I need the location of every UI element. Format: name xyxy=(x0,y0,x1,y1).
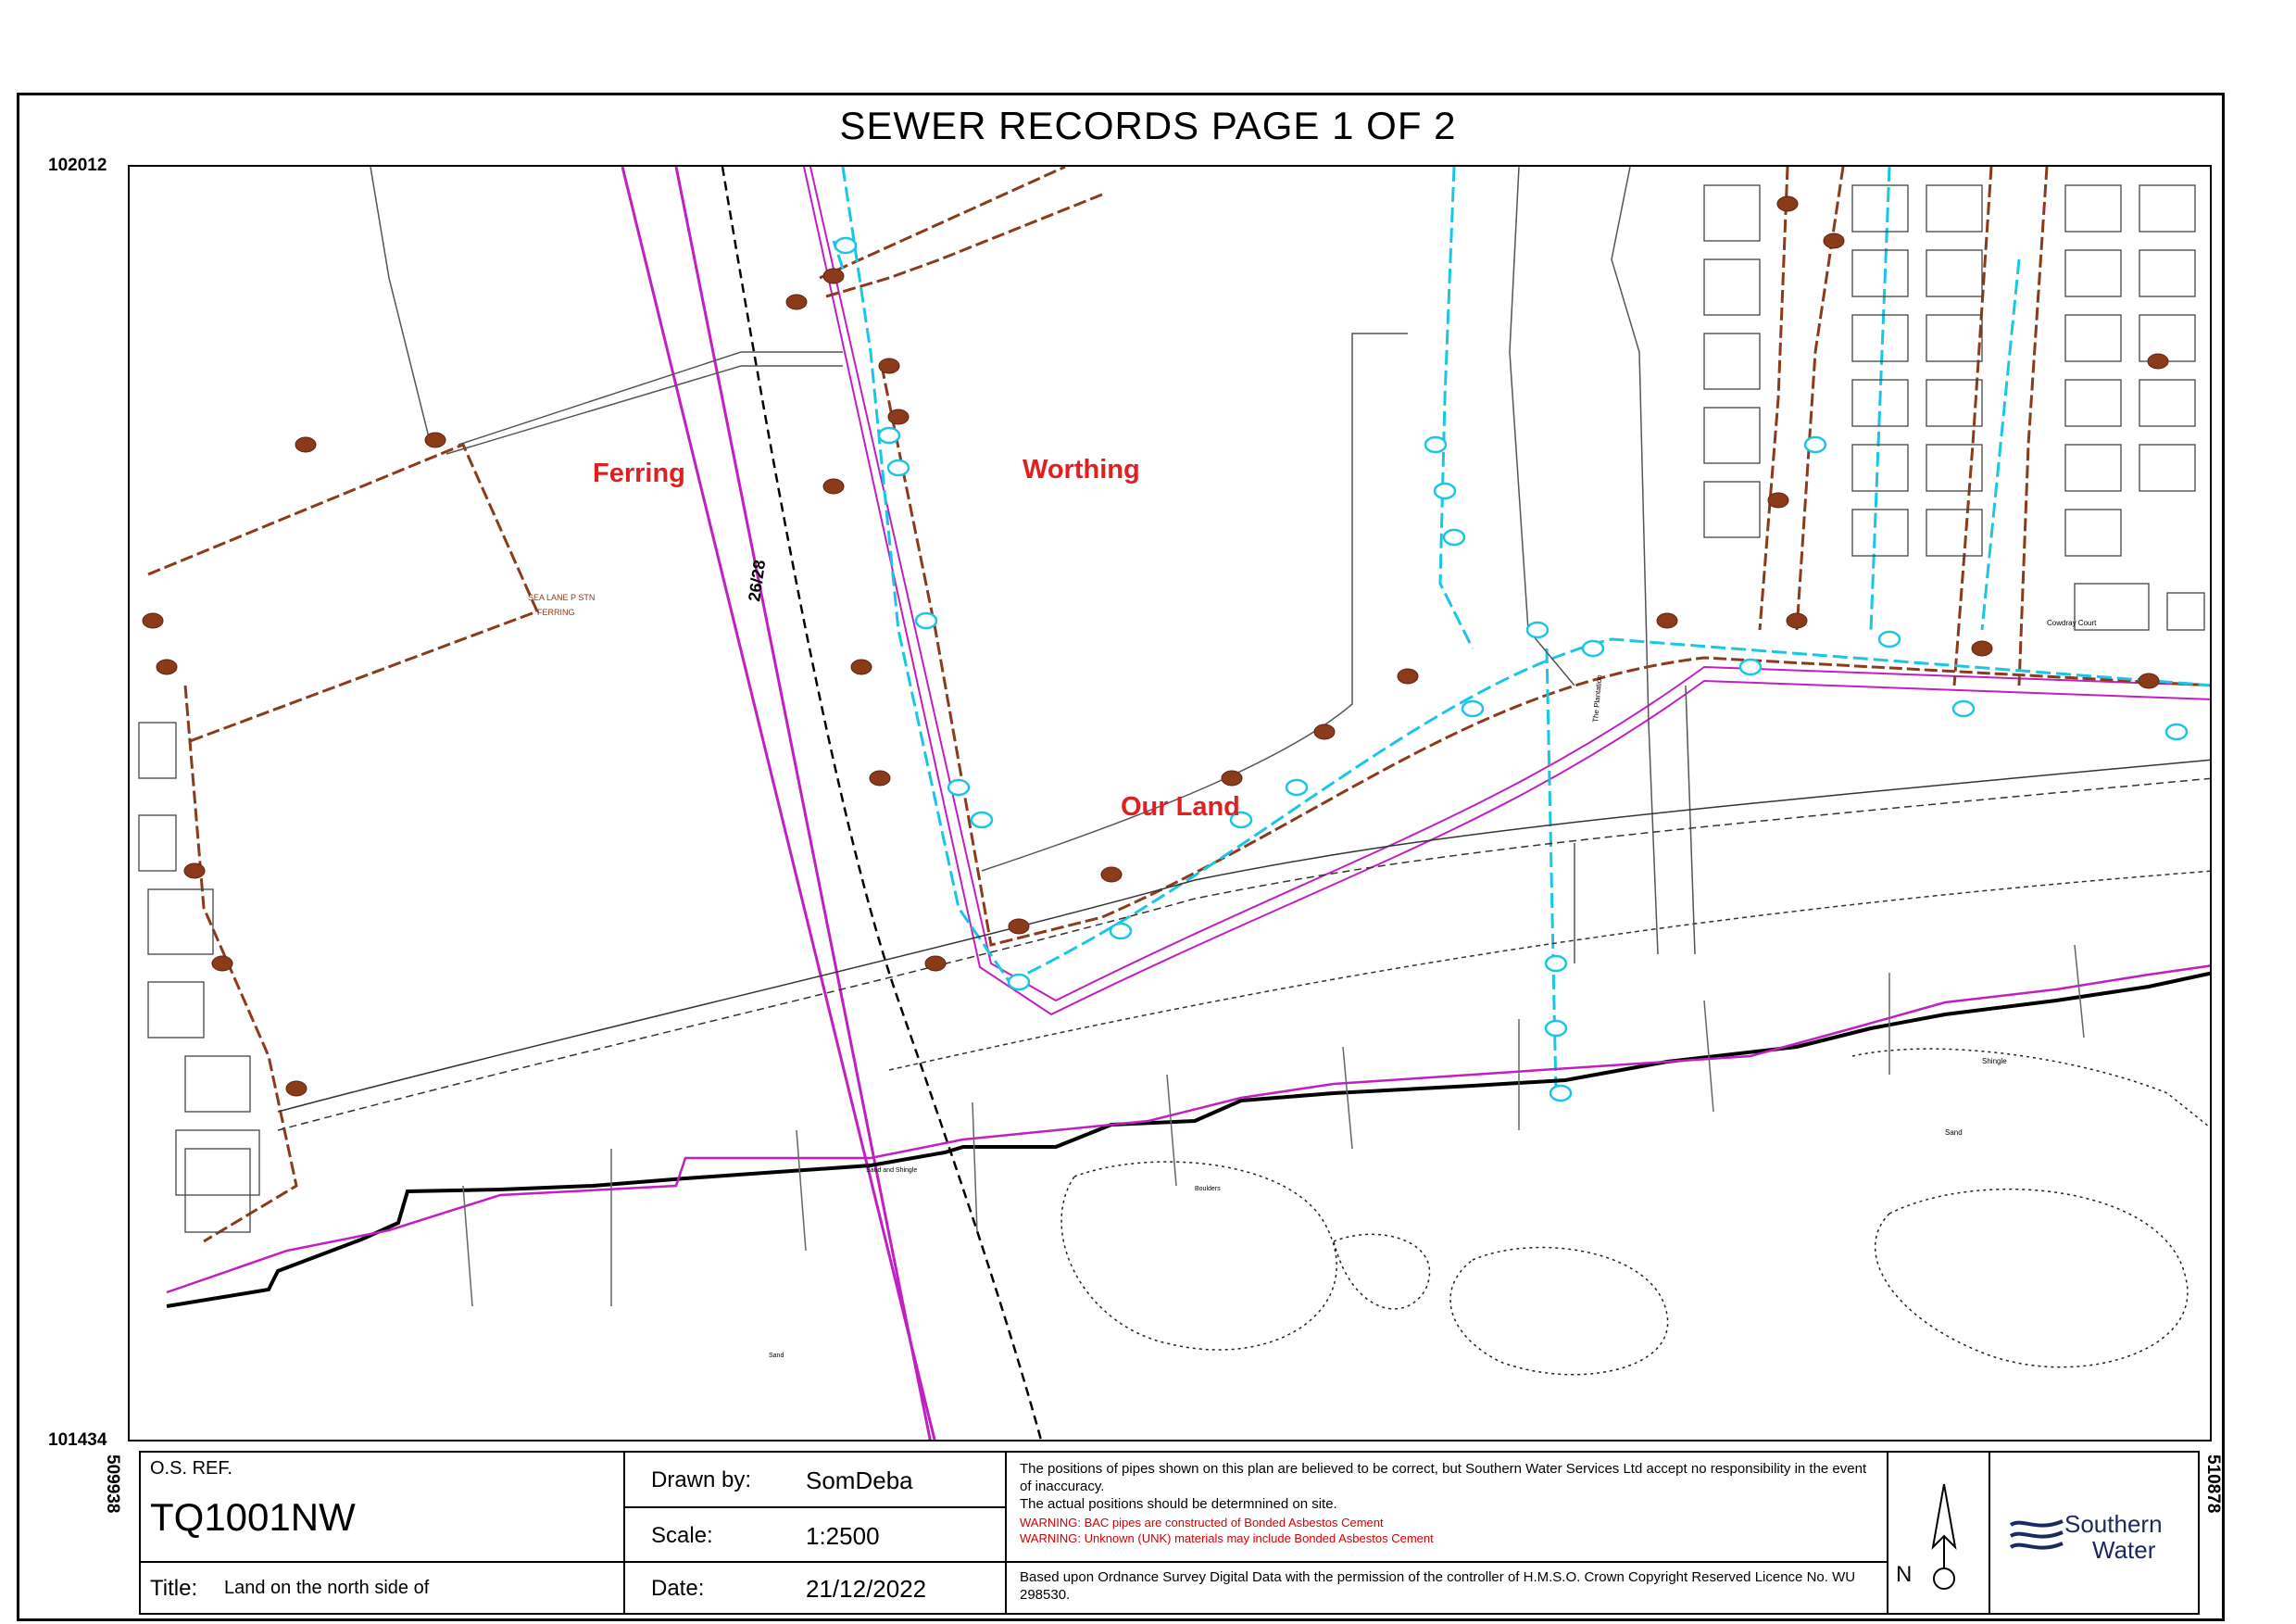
os-ref-value: TQ1001NW xyxy=(150,1495,356,1539)
title-label: Title: xyxy=(150,1576,198,1601)
northing-top: 102012 xyxy=(48,156,107,175)
easting-right: 510878 xyxy=(2203,1454,2223,1514)
ferring-small-label: FERRING xyxy=(537,608,575,617)
boulder-areas xyxy=(1061,1049,2212,1375)
southern-water-logo-icon xyxy=(2009,1516,2064,1553)
map-panel[interactable] xyxy=(128,165,2212,1441)
foul-sewers xyxy=(148,167,2212,1241)
court-label: Cowdray Court xyxy=(2047,619,2097,627)
sand-label: Sand xyxy=(1945,1128,1963,1137)
shingle-label: Shingle xyxy=(1982,1057,2007,1065)
scale-value: 1:2500 xyxy=(806,1522,880,1550)
sewer-map[interactable] xyxy=(130,167,2212,1441)
logo-cell xyxy=(1990,1453,2200,1615)
os-ref-cell xyxy=(141,1453,625,1563)
disclaimer-1: The positions of pipes shown on this plan are believed to be correct, but Southern Water Services Ltd accept no responsibility in the event of inaccuracy. xyxy=(1020,1461,1867,1494)
low-water-line xyxy=(167,965,2212,1292)
page-title: SEWER RECORDS PAGE 1 OF 2 xyxy=(839,104,1457,147)
drawn-by-value: SomDeba xyxy=(806,1467,913,1494)
plantation-label: The Plantation xyxy=(1591,674,1604,724)
north-label: N xyxy=(1896,1562,1913,1587)
northing-bottom: 101434 xyxy=(48,1430,107,1450)
date-label: Date: xyxy=(651,1576,705,1601)
copyright-text: Based upon Ordnance Survey Digital Data with the permission of the controller of H.M.S.O. Crown Copyright Reserved Licence No. WU 298530. xyxy=(1020,1569,1856,1603)
worthing-label: Worthing xyxy=(1023,455,1140,485)
title-value: Land on the north side of xyxy=(224,1578,430,1598)
disclaimer-2: The actual positions should be determnined on site. xyxy=(1020,1496,1337,1512)
date-cell xyxy=(625,1563,1007,1615)
ferring-label: Ferring xyxy=(593,459,685,488)
brand-line2: Water xyxy=(2092,1536,2156,1564)
scale-label: Scale: xyxy=(651,1523,713,1548)
disclaimer-cell xyxy=(1007,1453,1888,1563)
warning-1: WARNING: BAC pipes are constructed of Bonded Asbestos Cement xyxy=(1020,1516,1384,1530)
sand-shingle-label: Sand and Shingle xyxy=(866,1167,918,1174)
copyright-cell xyxy=(1007,1563,1888,1615)
our-land-label: Our Land xyxy=(1121,792,1240,822)
parish-line xyxy=(722,167,1042,1441)
surface-water-sewers xyxy=(834,167,2212,1093)
title-block xyxy=(139,1451,2200,1615)
drawn-by-label: Drawn by: xyxy=(651,1467,752,1492)
warning-2: WARNING: Unknown (UNK) materials may include Bonded Asbestos Cement xyxy=(1020,1531,1434,1545)
west-buildings xyxy=(139,723,259,1232)
drawn-by-cell xyxy=(625,1453,1007,1508)
district-boundary xyxy=(622,167,935,1441)
boulders-label: Boulders xyxy=(1195,1186,1221,1192)
os-ref-label: O.S. REF. xyxy=(150,1458,232,1479)
high-water-line xyxy=(167,973,2212,1306)
sand-label-2: Sand xyxy=(769,1353,784,1359)
our-land-boundary xyxy=(804,167,2212,1014)
north-arrow-icon xyxy=(1926,1480,1963,1592)
sea-lane-label: SEA LANE P STN xyxy=(528,593,596,602)
field-lines xyxy=(370,167,1695,963)
scale-cell xyxy=(625,1508,1007,1563)
groynes xyxy=(463,945,2084,1306)
housing-blocks xyxy=(1704,185,2204,630)
grid-line-label: 26/28 xyxy=(745,559,770,603)
easting-left: 509938 xyxy=(103,1454,122,1514)
title-cell xyxy=(141,1563,625,1615)
north-arrow-cell xyxy=(1888,1453,1990,1615)
date-value: 21/12/2022 xyxy=(806,1575,927,1603)
brand-line1: Southern xyxy=(2064,1510,2163,1538)
